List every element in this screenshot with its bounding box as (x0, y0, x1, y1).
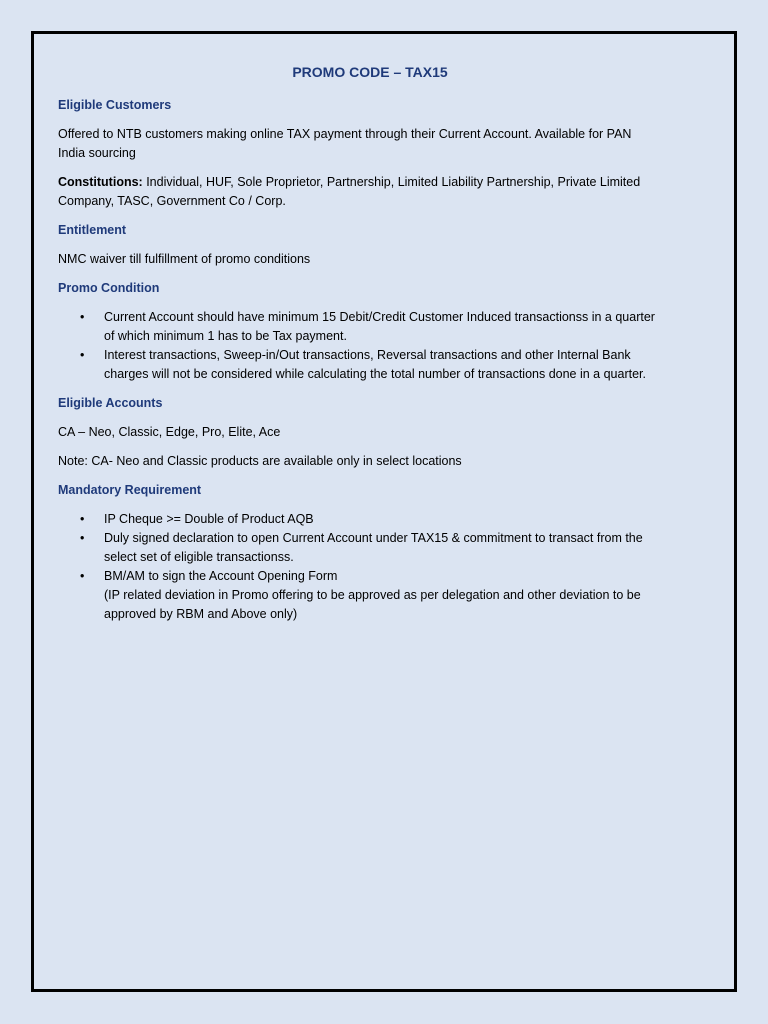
list-item-text: BM/AM to sign the Account Opening Form (104, 569, 338, 583)
bullet-icon: • (80, 348, 85, 362)
bullet-icon: • (80, 512, 85, 526)
eligible-accounts-text: CA – Neo, Classic, Edge, Pro, Elite, Ace (58, 425, 281, 439)
bullet-icon: • (80, 310, 85, 324)
eligible-accounts-heading: Eligible Accounts (58, 396, 163, 410)
entitlement-text: NMC waiver till fulfillment of promo conditions (58, 252, 311, 266)
list-item-text: Duly signed declaration to open Current Account under TAX15 & commitment to transact from the select set of eligible transactionss. (104, 531, 643, 564)
bullet-icon: • (80, 569, 85, 583)
promo-condition-heading: Promo Condition (58, 281, 160, 295)
list-item-note: (IP related deviation in Promo offering to be approved as per delegation and other deviation to be approved by RBM and Above only) (104, 588, 641, 621)
eligible-customers-text: Offered to NTB customers making online TAX payment through their Current Account. Available for PAN India sourcing (58, 127, 632, 160)
entitlement-heading: Entitlement (58, 223, 127, 237)
page-title: PROMO CODE – TAX15 (292, 64, 448, 80)
list-item (58, 308, 658, 346)
list-item-text: Interest transactions, Sweep-in/Out transactions, Reversal transactions and other Internal Bank charges will not be considered while calculating the total number of transactions done in a quarter. (104, 348, 646, 381)
list-item (58, 529, 658, 567)
list-item (58, 346, 658, 384)
list-item-text: IP Cheque >= Double of Product AQB (104, 512, 314, 526)
bullet-icon: • (80, 531, 85, 545)
eligible-accounts-note: Note: CA- Neo and Classic products are available only in select locations (58, 454, 462, 468)
promo-condition-list (58, 308, 658, 384)
constitutions-paragraph (58, 173, 658, 211)
list-item-text: Current Account should have minimum 15 Debit/Credit Customer Induced transactionss in a quarter of which minimum 1 has to be Tax payment. (104, 310, 655, 343)
constitutions-label: Constitutions: (58, 175, 143, 189)
document-content (58, 63, 658, 634)
eligible-customers-heading: Eligible Customers (58, 98, 172, 112)
list-item (58, 510, 658, 529)
list-item (58, 567, 658, 624)
constitutions-text: Individual, HUF, Sole Proprietor, Partnership, Limited Liability Partnership, Private Limited Company, TASC, Government Co / Corp. (58, 175, 641, 208)
mandatory-requirement-list (58, 510, 658, 624)
mandatory-requirement-heading: Mandatory Requirement (58, 483, 202, 497)
